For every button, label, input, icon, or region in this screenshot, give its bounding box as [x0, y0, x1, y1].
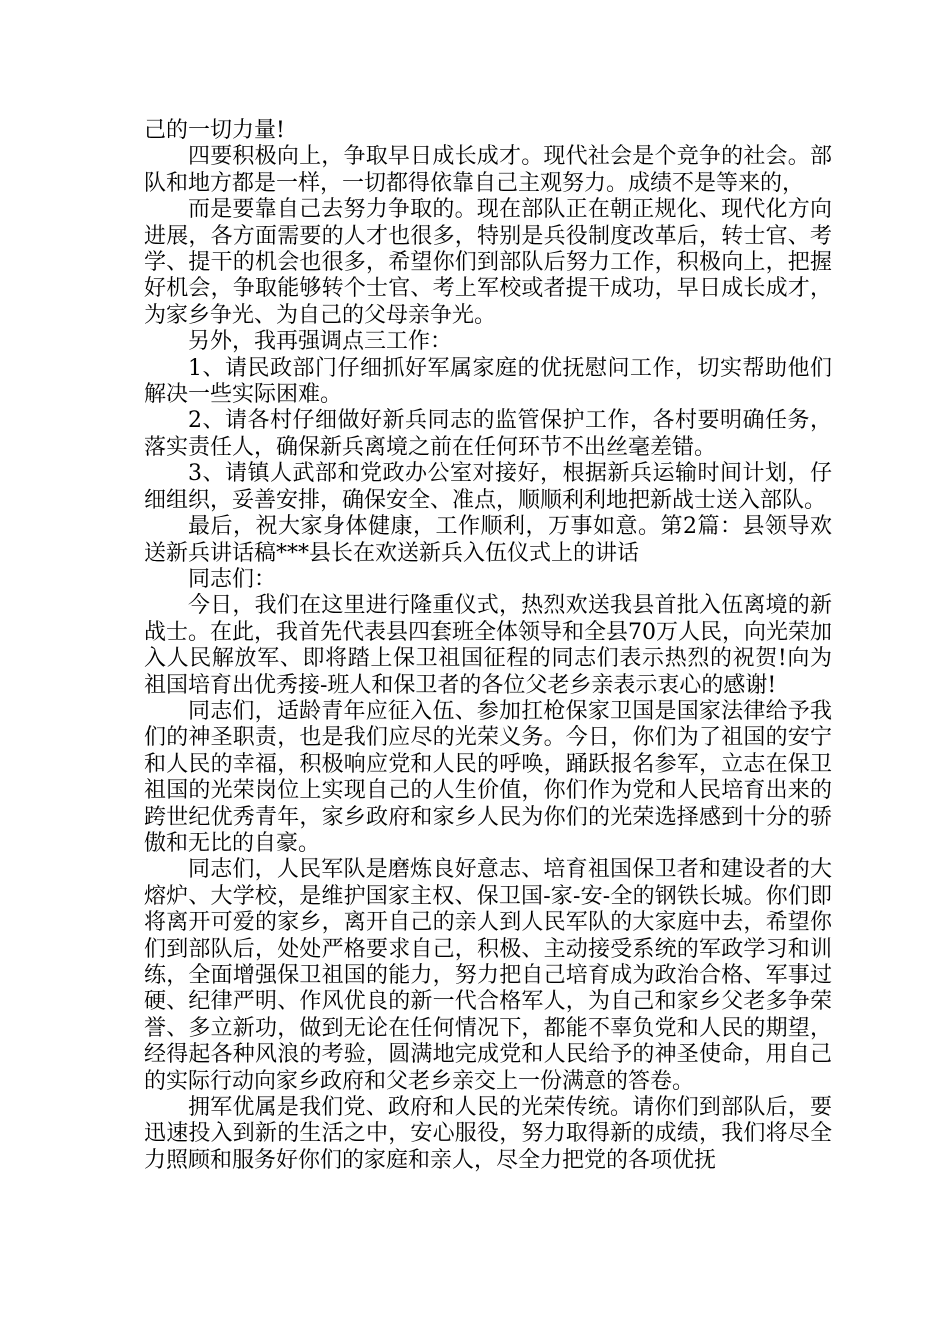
paragraph: 最后，祝大家身体健康，工作顺利，万事如意。第2篇：县领导欢送新兵讲话稿***县长在欢送新兵入伍仪式上的讲话	[144, 514, 832, 566]
paragraph: 四要积极向上，争取早日成长成才。现代社会是个竞争的社会。部队和地方都是一样，一切都得依靠自己主观努力。成绩不是等来的，	[144, 144, 832, 196]
paragraph: 2、请各村仔细做好新兵同志的监管保护工作，各村要明确任务，落实责任人，确保新兵离境之前在任何环节不出丝毫差错。	[144, 408, 832, 460]
paragraph: 同志们，适龄青年应征入伍、参加扛枪保家卫国是国家法律给予我们的神圣职责，也是我们应尽的光荣义务。今日，你们为了祖国的安宁和人民的幸福，积极响应党和人民的呼唤，踊跃报名参军，立志在保卫祖国的光荣岗位上实现自己的人生价值，你们作为党和人民培育出来的跨世纪优秀青年，家乡政府和家乡人民为你们的光荣选择感到十分的骄傲和无比的自豪。	[144, 698, 832, 856]
document-body	[144, 118, 832, 1174]
paragraph: 己的一切力量!	[144, 118, 285, 143]
paragraph: 1、请民政部门仔细抓好军属家庭的优抚慰问工作，切实帮助他们解决一些实际困难。	[144, 355, 832, 408]
paragraph: 另外，我再强调点三工作：	[188, 329, 453, 355]
paragraph: 同志们，人民军队是磨炼良好意志、培育祖国保卫者和建设者的大熔炉、大学校，是维护国家主权、保卫国-家-安-全的钢铁长城。你们即将离开可爱的家乡，离开自己的亲人到人民军队的大家庭中去，希望你们到部队后，处处严格要求自己，积极、主动接受系统的军政学习和训练，全面增强保卫祖国的能力，努力把自己培育成为政治合格、军事过硬、纪律严明、作风优良的新一代合格军人，为自己和家乡父老多争荣誉、多立新功，做到无论在任何情况下，都能不辜负党和人民的期望，经得起各种风浪的考验，圆满地完成党和人民给予的神圣使命，用自己的实际行动向家乡政府和父老乡亲交上一份满意的答卷。	[144, 857, 832, 1094]
paragraph: 同志们：	[188, 566, 277, 592]
paragraph: 拥军优属是我们党、政府和人民的光荣传统。请你们到部队后，要迅速投入到新的生活之中，安心服役，努力取得新的成绩，我们将尽全力照顾和服务好你们的家庭和亲人，尽全力把党的各项优抚	[144, 1095, 832, 1173]
paragraph: 3、请镇人武部和党政办公室对接好，根据新兵运输时间计划，仔细组织，妥善安排，确保安全、准点，顺顺利利地把新战士送入部队。	[144, 461, 832, 513]
paragraph: 今日，我们在这里进行隆重仪式，热烈欢送我县首批入伍离境的新战士。在此，我首先代表县四套班全体领导和全县70万人民，向光荣加入人民解放军、即将踏上保卫祖国征程的同志们表示热烈的祝贺!向为祖国培育出优秀接-班人和保卫者的各位父老乡亲表示衷心的感谢!	[144, 593, 832, 698]
paragraph: 而是要靠自己去努力争取的。现在部队正在朝正规化、现代化方向进展，各方面需要的人才也很多，特别是兵役制度改革后，转士官、考学、提干的机会也很多，希望你们到部队后努力工作，积极向上，把握好机会，争取能够转个士官、考上军校或者提干成功，早日成长成才，为家乡争光、为自己的父母亲争光。	[144, 197, 832, 328]
